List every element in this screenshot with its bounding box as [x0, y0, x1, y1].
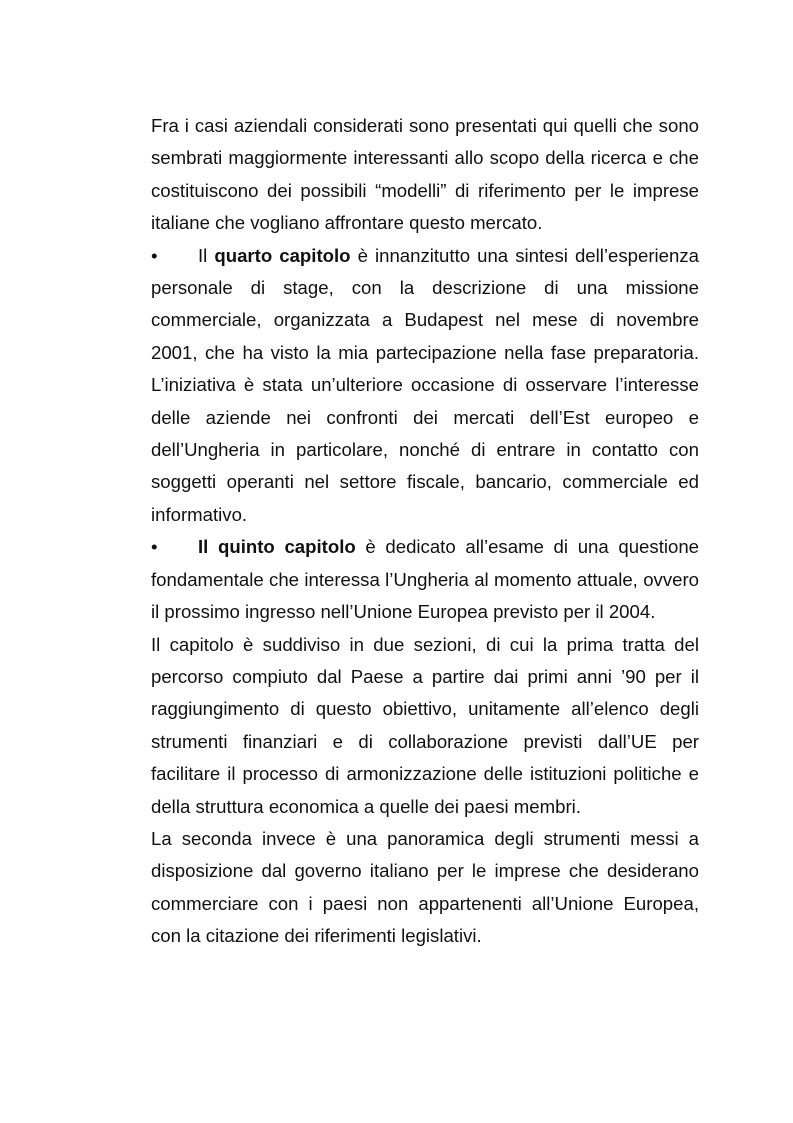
document-page: [151, 110, 699, 953]
bullet-text: è innanzitutto una sintesi dell’esperienza personale di stage, con la descrizione di una missione commerciale, organizzata a Budapest nel mese di novembre 2001, che ha visto la mia partecipazione nella fase preparatoria. L’iniziativa è stata un’ulteriore occasione di osservare l’interesse delle aziende nei confronti dei mercati dell’Est europeo e dell’Ungheria in particolare, nonché di entrare in contatto con soggetti operanti nel settore fiscale, bancario, commerciale ed informativo.: [151, 244, 699, 525]
chapter-heading-quarto: quarto capitolo: [214, 244, 351, 266]
bullet-text: è dedicato all’esame di una questione fondamentale che interessa l’Ungheria al momento attuale, ovvero il prossimo ingresso nell’Unione Europea previsto per il 2004.: [151, 536, 700, 623]
bullet-lead: Il: [198, 244, 215, 266]
bullet-item-quinto-capitolo: [151, 531, 699, 628]
second-section-paragraph: La seconda invece è una panoramica degli strumenti messi a disposizione dal governo italiano per le imprese che desiderano commerciare con i paesi non appartenenti all’Unione Europea, con la citazione dei riferimenti legislativi.: [151, 827, 699, 947]
intro-paragraph: Fra i casi aziendali considerati sono presentati qui quelli che sono sembrati maggiormente interessanti allo scopo della ricerca e che costituiscono dei possibili “modelli” di riferimento per le imprese italiane che vogliano affrontare questo mercato.: [151, 115, 699, 234]
bullet-icon: •: [151, 536, 158, 558]
sections-paragraph: Il capitolo è suddiviso in due sezioni, di cui la prima tratta del percorso compiuto dal Paese a partire dai primi anni ’90 per il raggiungimento di questo obiettivo, unitamente all’elenco degli strumenti finanziari e di collaborazione previsti dall’UE per facilitare il processo di armonizzazione delle istituzioni politiche e della struttura economica a quelle dei paesi membri.: [151, 633, 699, 817]
bullet-item-quarto-capitolo: [151, 240, 699, 532]
bullet-icon: •: [151, 244, 158, 266]
chapter-heading-quinto: Il quinto capitolo: [198, 536, 356, 558]
